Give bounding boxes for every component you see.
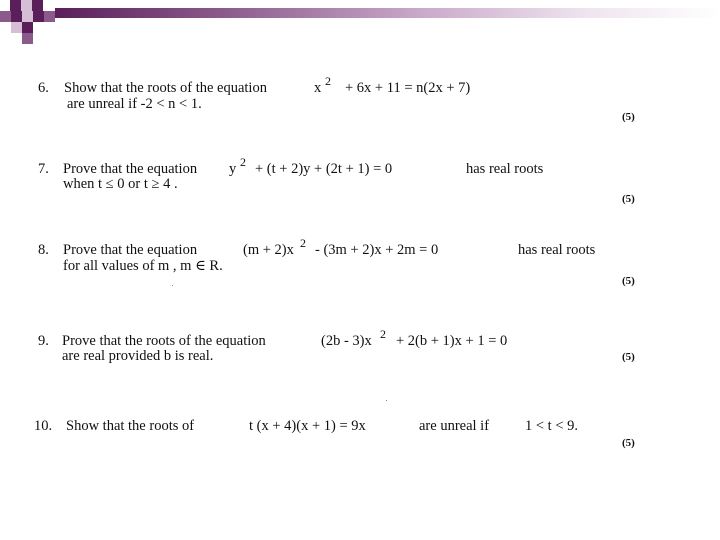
question-text: Prove that the equation xyxy=(63,161,198,177)
deco-square xyxy=(0,11,11,22)
deco-square xyxy=(22,11,33,22)
equation-rest: - (3m + 2)x + 2m = 0 xyxy=(315,242,439,258)
question-number: 6. xyxy=(38,80,49,96)
equation-rest: + (t + 2)y + (2t + 1) = 0 xyxy=(255,161,393,177)
question-text: Show that the roots of xyxy=(66,418,195,434)
exponent: 2 xyxy=(240,155,246,169)
header-gradient-bar xyxy=(55,8,720,18)
equation-rest: + 2(b + 1)x + 1 = 0 xyxy=(396,333,508,349)
question-number: 8. xyxy=(38,242,49,258)
equation-term: y xyxy=(229,161,237,177)
exponent: 2 xyxy=(300,236,306,250)
scan-speck xyxy=(172,285,173,286)
question-tail: are unreal if xyxy=(419,418,490,434)
equation-term: (2b - 3)x xyxy=(321,333,372,349)
scan-speck xyxy=(386,400,387,401)
deco-square xyxy=(11,22,22,33)
marks-label: (5) xyxy=(622,111,635,123)
deco-square xyxy=(33,11,44,22)
question-tail: has real roots xyxy=(466,161,544,177)
equation-term: (m + 2)x xyxy=(243,242,294,258)
question-number: 7. xyxy=(38,161,49,177)
question-condition: for all values of m , m ∈ R. xyxy=(63,258,223,274)
question-condition: when t ≤ 0 or t ≥ 4 . xyxy=(63,176,178,192)
question-number: 9. xyxy=(38,333,49,349)
marks-label: (5) xyxy=(622,193,635,205)
marks-label: (5) xyxy=(622,351,635,363)
exponent: 2 xyxy=(325,74,331,88)
deco-square xyxy=(11,11,22,22)
question-text: Show that the roots of the equation xyxy=(64,80,267,96)
equation-rest: + 6x + 11 = n(2x + 7) xyxy=(345,80,471,96)
question-condition: 1 < t < 9. xyxy=(525,418,579,434)
question-condition: are unreal if -2 < n < 1. xyxy=(67,96,202,112)
equation-term: x xyxy=(314,80,322,96)
slide-decoration xyxy=(0,0,720,46)
exponent: 2 xyxy=(380,327,386,341)
question-text: Prove that the roots of the equation xyxy=(62,333,266,349)
deco-square xyxy=(44,11,55,22)
deco-square xyxy=(10,0,21,11)
deco-square xyxy=(32,0,43,11)
question-tail: has real roots xyxy=(518,242,596,258)
marks-label: (5) xyxy=(622,437,635,449)
marks-label: (5) xyxy=(622,275,635,287)
deco-square xyxy=(21,0,32,11)
question-number: 10. xyxy=(34,418,53,434)
deco-square xyxy=(22,22,33,33)
question-text: Prove that the equation xyxy=(63,242,198,258)
deco-square xyxy=(22,33,33,44)
equation: t (x + 4)(x + 1) = 9x xyxy=(249,418,366,434)
question-condition: are real provided b is real. xyxy=(62,348,214,364)
